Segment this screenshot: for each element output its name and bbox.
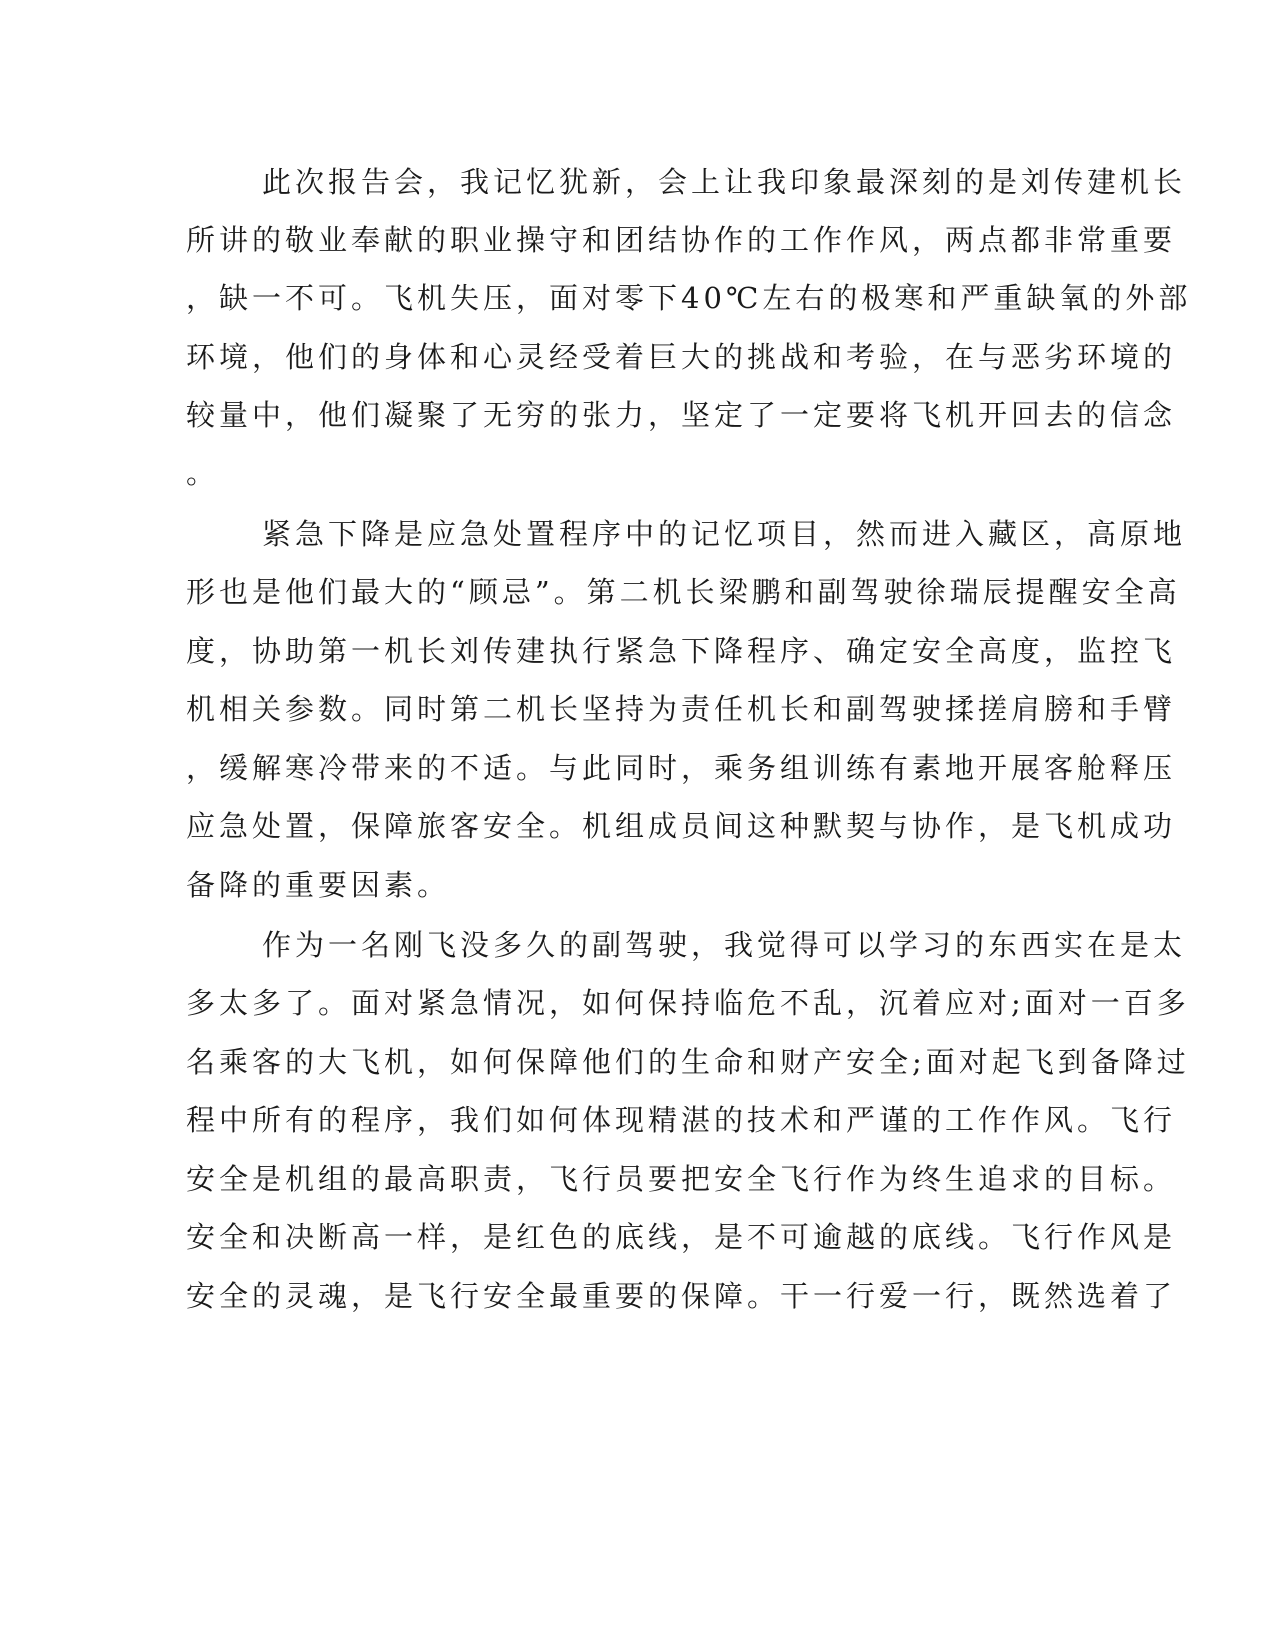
paragraph-2-line-4: 机相关参数。同时第二机长坚持为责任机长和副驾驶揉搓肩膀和手臂 bbox=[186, 692, 1177, 726]
paragraph-3-line-3: 名乘客的大飞机，如何保障他们的生命和财产安全;面对起飞到备降过 bbox=[186, 1045, 1190, 1079]
paragraph-3-line-6: 安全和决断高一样，是红色的底线，是不可逾越的底线。飞行作风是 bbox=[186, 1220, 1177, 1254]
paragraph-1-line-4: 环境，他们的身体和心灵经受着巨大的挑战和考验，在与恶劣环境的 bbox=[186, 340, 1177, 374]
paragraph-1-line-5: 较量中，他们凝聚了无穷的张力，坚定了一定要将飞机开回去的信念 bbox=[186, 398, 1177, 432]
paragraph-2-line-7: 备降的重要因素。 bbox=[186, 868, 451, 902]
paragraph-2-line-2: 形也是他们最大的“顾忌”。第二机长梁鹏和副驾驶徐瑞辰提醒安全高 bbox=[186, 575, 1181, 609]
paragraph-1-line-6: 。 bbox=[186, 456, 220, 490]
paragraph-1-line-1: 此次报告会，我记忆犹新，会上让我印象最深刻的是刘传建机长 bbox=[262, 165, 1187, 199]
paragraph-3-line-5: 安全是机组的最高职责，飞行员要把安全飞行作为终生追求的目标。 bbox=[186, 1162, 1177, 1196]
paragraph-2-line-5: ，缓解寒冷带来的不适。与此同时，乘务组训练有素地开展客舱释压 bbox=[186, 751, 1177, 785]
paragraph-3-line-7: 安全的灵魂，是飞行安全最重要的保障。干一行爱一行，既然选着了 bbox=[186, 1279, 1177, 1313]
paragraph-1-line-3: ，缺一不可。飞机失压，面对零下40℃左右的极寒和严重缺氧的外部 bbox=[186, 281, 1192, 315]
paragraph-1-line-2: 所讲的敬业奉献的职业操守和团结协作的工作作风，两点都非常重要 bbox=[186, 223, 1177, 257]
paragraph-3-line-4: 程中所有的程序，我们如何体现精湛的技术和严谨的工作作风。飞行 bbox=[186, 1103, 1177, 1137]
paragraph-2-line-1: 紧急下降是应急处置程序中的记忆项目，然而进入藏区，高原地 bbox=[262, 517, 1187, 551]
paragraph-3-line-2: 多太多了。面对紧急情况，如何保持临危不乱，沉着应对;面对一百多 bbox=[186, 986, 1190, 1020]
paragraph-2-line-6: 应急处置，保障旅客安全。机组成员间这种默契与协作，是飞机成功 bbox=[186, 809, 1177, 843]
paragraph-3-line-1: 作为一名刚飞没多久的副驾驶，我觉得可以学习的东西实在是太 bbox=[262, 928, 1187, 962]
paragraph-2-line-3: 度，协助第一机长刘传建执行紧急下降程序、确定安全高度，监控飞 bbox=[186, 634, 1177, 668]
